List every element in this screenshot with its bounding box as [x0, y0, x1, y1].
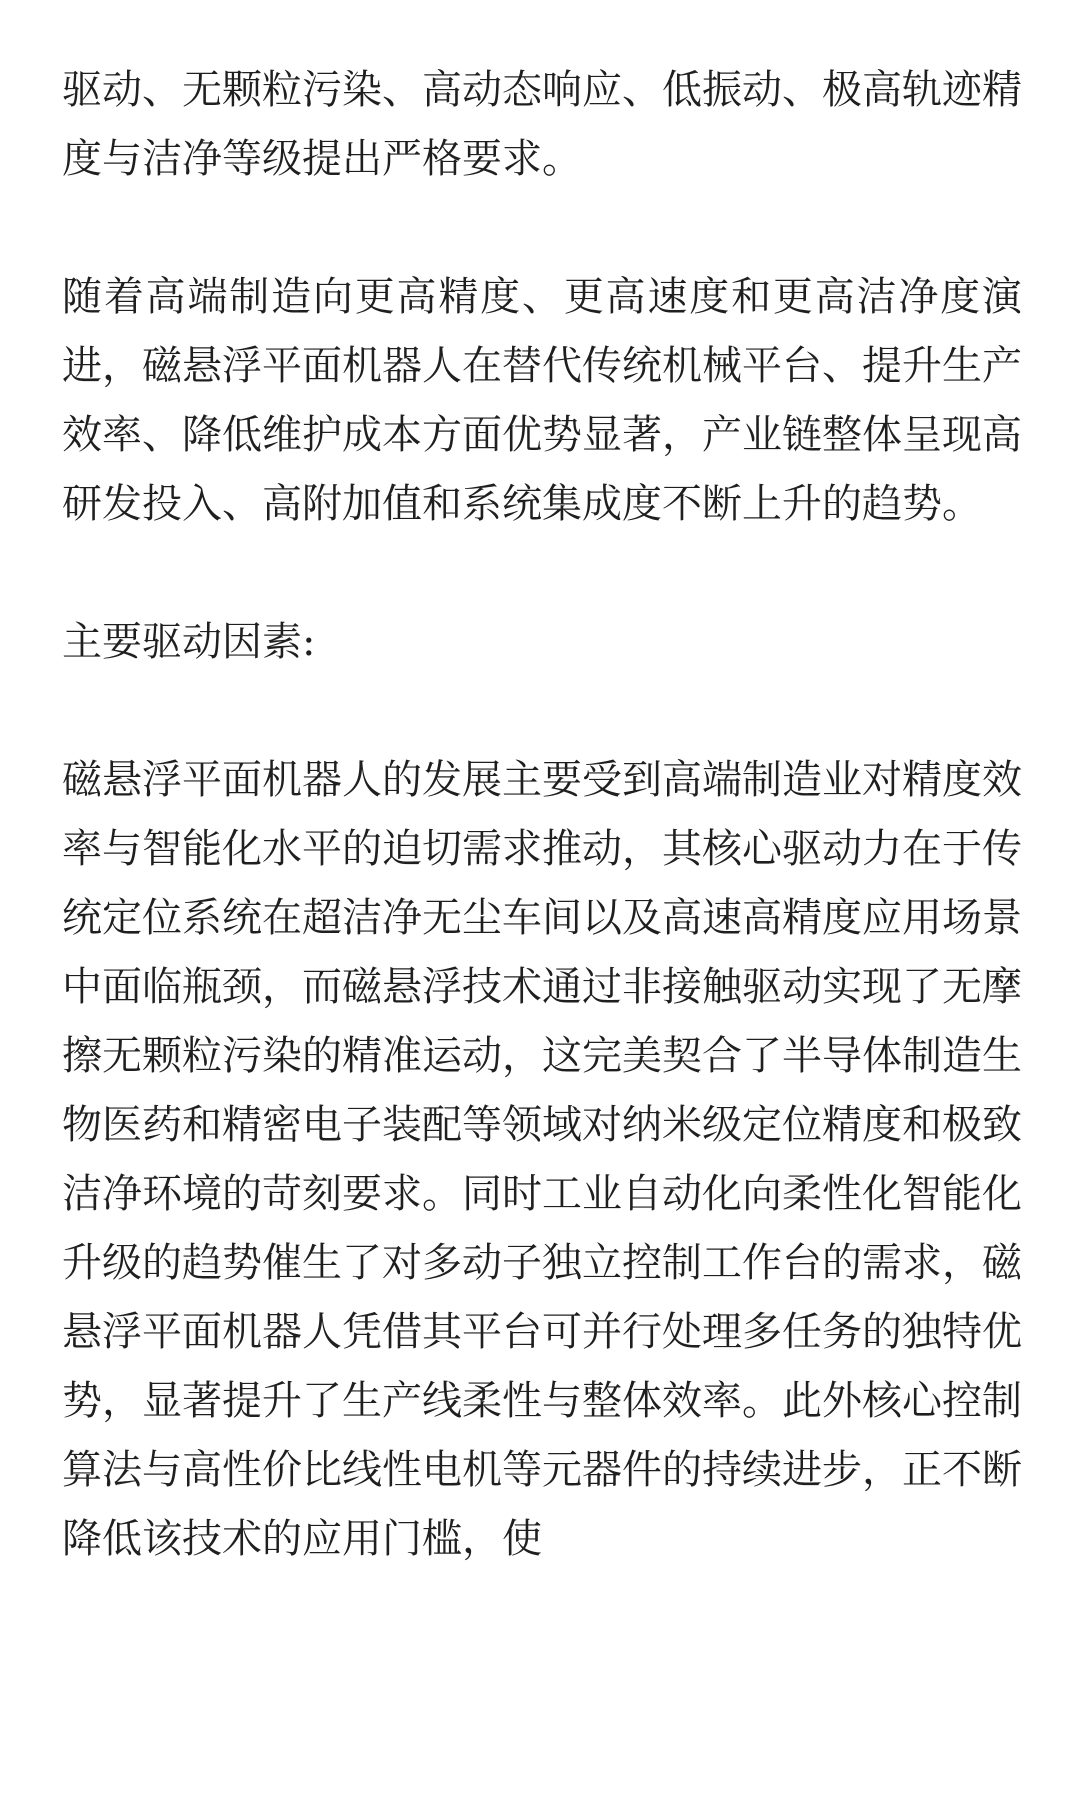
paragraph-trend: 随着高端制造向更高精度、更高速度和更高洁净度演进，磁悬浮平面机器人在替代传统机械平台、提升生产效率、降低维护成本方面优势显著，产业链整体呈现高研发投入、高附加值和系统集成度不断上升的趋势。 [62, 274, 1022, 527]
paragraph-drivers: 磁悬浮平面机器人的发展主要受到高端制造业对精度效率与智能化水平的迫切需求推动，其核心驱动力在于传统定位系统在超洁净无尘车间以及高速高精度应用场景中面临瓶颈，而磁悬浮技术通过非接触驱动实现了无摩擦无颗粒污染的精准运动，这完美契合了半导体制造生物医药和精密电子装配等领域对纳米级定位精度和极致洁净环境的苛刻要求。同时工业自动化向柔性化智能化升级的趋势催生了对多动子独立控制工作台的需求，磁悬浮平面机器人凭借其平台可并行处理多任务的独特优势，显著提升了生产线柔性与整体效率。此外核心控制算法与高性价比线性电机等元器件的持续进步，正不断降低该技术的应用门槛，使 [62, 757, 1022, 1562]
paragraph-requirements: 驱动、无颗粒污染、高动态响应、低振动、极高轨迹精度与洁净等级提出严格要求。 [62, 67, 1022, 182]
section-heading-drivers: 主要驱动因素: [62, 619, 316, 665]
article-body [62, 56, 1022, 1574]
